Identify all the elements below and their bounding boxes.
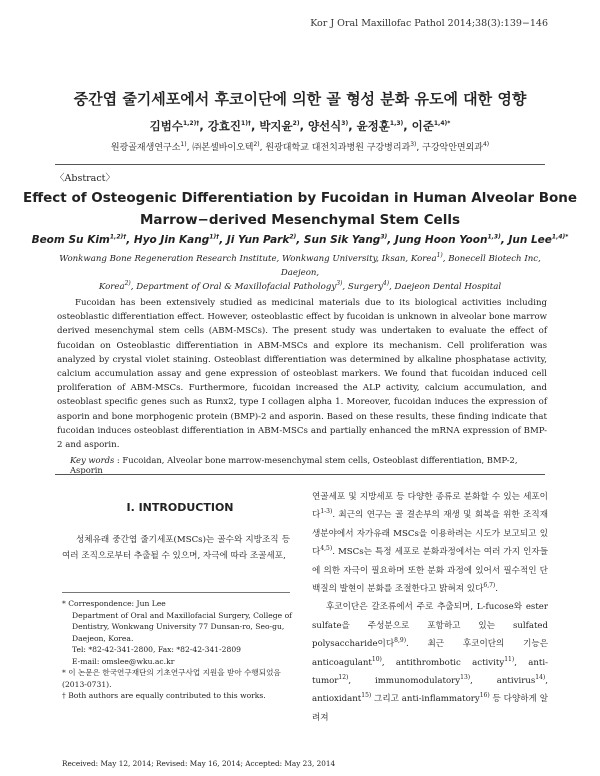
footnote: Department of Oral and Maxillofacial Surgery, College of Dentistry, Wonkwang University 77 Dunsan-ro, Seo-gu, Daejeon, Korea.	[72, 610, 292, 643]
footnote-divider	[62, 592, 290, 593]
author-kr: 이준$^{1,4)*}$	[411, 119, 451, 133]
citation-ref: 15)	[361, 692, 372, 700]
received-dates: Received: May 12, 2014; Revised: May 16, 2014; Accepted: May 23, 2014	[62, 759, 336, 768]
section-title: Ⅰ. INTRODUCTION	[126, 501, 234, 514]
footnote-email-link[interactable]: E-mail: omslee@wku.ac.kr	[72, 656, 175, 666]
text-run: 연골세포 및 지방세포 등 다양한 종류로 분화할 수 있는 세포이다	[312, 492, 548, 521]
divider	[55, 474, 545, 475]
citation-ref: 12)	[338, 674, 349, 682]
keywords	[70, 455, 550, 475]
text-run: . 최근 후코이단의 기능은 anticoagulant	[312, 639, 548, 668]
text-run: 등 다양하게 알려져	[312, 694, 548, 723]
intro-right-column	[312, 488, 548, 727]
text-run: . 최근의 연구는 골 결손부의 재생 및 회복을 위한 조직재생분야에서 자가유래 MSCs을 이용하려는 시도가 보고되고 있다	[312, 510, 548, 558]
citation-ref: 6,7)	[483, 582, 496, 590]
intro-left-column: 성체유래 중간엽 줄기세포(MSCs)는 골수와 지방조직 등 여러 조직으로부터 추출될 수 있으며, 자극에 따라 조골세포,	[62, 535, 290, 561]
authors-korean: 김범수$^{1,2)\dagger}$, 강효진$^{1)\dagger}$, 박지윤$^{2)}$, 양선식$^{3)}$, 윤정훈$^{1,3)}$, 이준$^{1,4)*}$	[149, 119, 451, 133]
affiliations-korean: 원광골재생연구소$^{1)}$, ㈜본셀바이오텍$^{2)}$, 원광대학교 대전치과병원 구강병리과$^{3)}$, 구강악안면외과$^{4)}$	[110, 141, 490, 153]
abstract-text: Fucoidan has been extensively studied as medicinal materials due to its biological activities including osteoblastic differentiation effect. However, osteoblastic effect by fucoidan is unknown in alveolar bone marrow derived mesenchymal stem cells (ABM-MSCs). The present study was undertaken to evaluate the effect of fucoidan on Osteoblastic differentiation in ABM-MSCs and explore its mechanism. Cell proliferation was analyzed by crystal violet staining. Osteoblast differentiation was determined by alkaline phosphatase activity, calcium accumulation assay and gene expression of osteoblast markers. We found that fucoidan induced cell proliferation of ABM-MSCs. Furthermore, fucoidan increased the ALP activity, calcium accumulation, and osteoblast specific genes such as Runx2, type I collagen alpha 1. Moreover, fucoidan induces the expression of asporin and bone morphogenic protein (BMP)-2 and asporin. Based on these results, these finding indicate that fucoidan induces osteoblast differentiation in ABM-MSCs and partially enhanced the mRNA expression of BMP-2 and asporin.	[57, 298, 547, 451]
authors-english: Beom Su Kim$^{1,2)\dagger}$, Hyo Jin Kang$^{1)\dagger}$, Ji Yun Park$^{2)}$, Sun Sik Yang$^{3)}$, Jung Hoon Yoon$^{1,3)}$, Jun Lee$^{1,4)*}$	[31, 233, 569, 246]
citation-ref: 14)	[535, 674, 546, 682]
text-run: , anti-tumor	[312, 657, 548, 687]
citation-ref: 4,5)	[320, 545, 333, 553]
author-kr: 박지윤$^{2)}$	[259, 119, 300, 133]
author-kr: 김범수$^{1,2)\dagger}$	[149, 119, 200, 133]
text-run: . MSCs는 특정 세포로 분화과정에서는 여러 가지 인자들에 의한 자극이 필요하며 또한 분화 과정에 있어서 필수적인 단백질의 발현이 분화를 조절한다고 밝혀져 있다	[312, 547, 548, 595]
citation-ref: 10)	[371, 655, 382, 663]
text-run: , antithrombotic activity	[381, 657, 505, 668]
text-run: , immunomodulatory	[348, 676, 461, 687]
title-korean: 중간엽 줄기세포에서 후코이단에 의한 골 형성 분화 유도에 대한 영향	[73, 90, 527, 108]
citation-ref: 11)	[504, 655, 515, 663]
citation-ref: 16)	[479, 692, 490, 700]
footnote: * Correspondence: Jun Lee	[62, 599, 166, 608]
text-run: 후코이단은 갈조류에서 주로 추출되며, L-fucose와 ester sulfate을 주성분으로 포함하고 있는 sulfated polysaccharide이다	[312, 602, 548, 650]
citation-ref: 13)	[460, 674, 471, 682]
citation-ref: 8,9)	[394, 637, 407, 645]
text-run: 그리고 anti-inflammatory	[371, 694, 480, 705]
text-run: , antioxidant	[312, 676, 549, 705]
paragraph	[312, 598, 548, 727]
keywords-label: Key words	[70, 455, 115, 465]
journal-citation: Kor J Oral Maxillofac Pathol 2014;38(3):139−146	[310, 18, 548, 29]
keywords-list: : Fucoidan, Alveolar bone marrow-mesenchymal stem cells, Osteoblast differentiation, BMP-2, Asporin	[70, 455, 518, 475]
text-run: , antivirus	[470, 676, 536, 687]
paragraph	[312, 488, 548, 598]
footnote: * 이 논문은 한국연구재단의 기초연구사업 지원을 받아 수행되었음(2013-0731).	[62, 668, 281, 689]
author-kr: 양선식$^{3)}$	[307, 119, 349, 133]
footnote: Tel: *82-42-341-2800, Fax: *82-42-341-2809	[72, 645, 242, 654]
affiliations-english: Wonkwang Bone Regeneration Research Institute, Wonkwang University, Iksan, Korea$^{1)}$, Bonecell Biotech Inc, Daejeon, Korea$^{2)}$, Department of Oral & Maxillofacial Pathology$^{3)}$, Surgery$^{4)}$, Daejeon Dental Hospital	[59, 252, 541, 292]
divider	[55, 164, 545, 165]
abstract-label: 〈Abstract〉	[55, 173, 115, 184]
footnote: † Both authors are equally contributed to this works.	[62, 691, 266, 700]
citation-ref: 1-3)	[320, 508, 333, 516]
author-kr: 강효진$^{1)\dagger}$	[207, 119, 251, 133]
author-kr: 윤정훈$^{1,3)}$	[356, 119, 404, 133]
text-run: .	[495, 584, 499, 595]
title-english: Effect of Osteogenic Differentiation by Fucoidan in Human Alveolar Bone Marrow−derived Mesenchymal Stem Cells	[22, 190, 578, 228]
footnotes	[62, 598, 298, 702]
